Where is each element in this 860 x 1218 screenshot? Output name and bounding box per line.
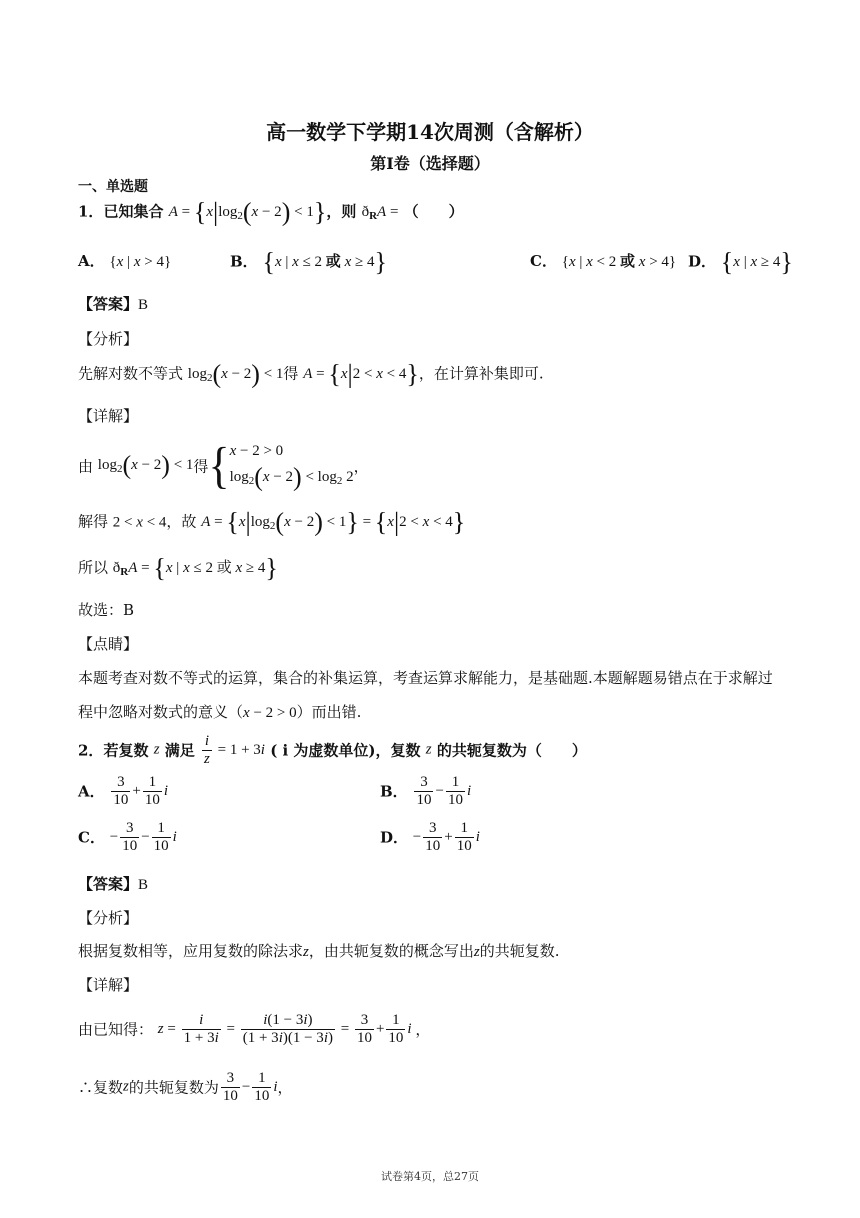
q1-stem: 1．已知集合 $A = \{x|\log_2(x - 2) < 1\}$，则 $ð_RA$ = （ ） xyxy=(78,198,464,227)
q1-option-a[interactable]: A． {x | x > 4} xyxy=(78,252,172,270)
q1-option-b[interactable]: B． {x | x ≤ 2 或 x ≥ 4} xyxy=(230,248,387,277)
q2-stem: 2．若复数 z 满足 $\frac{i}{z}$ = 1 + 3i ( i 为虚数单位)，复数 z 的共轭复数为（ ） xyxy=(78,733,587,768)
q2-analysis-text: 根据复数相等，应用复数的除法求z，由共轭复数的概念写出z的共轭复数. xyxy=(78,942,560,960)
q1-analysis-tag: 【分析】 xyxy=(78,330,139,348)
q2-option-a[interactable]: A． $\frac{3}{10}$ + $\frac{1}{10}$ i xyxy=(78,774,169,809)
q1-comment-line2: 程中忽略对数式的意义（x − 2 > 0）而出错. xyxy=(78,703,362,721)
q2-detail-line1: 由已知得： z = $\frac{i}{1 + 3i}$ = $\frac{i(1 - 3i)}{(1 + 3i)(1 - 3i)}$ = $\frac{3}{10}$ + $\frac{1}{10}$ i ， xyxy=(78,1012,431,1047)
section-label: 一、单选题 xyxy=(78,179,148,195)
q1-option-c[interactable]: C． {x | x < 2 或 x > 4} xyxy=(530,252,677,270)
q2-option-c[interactable]: C． − $\frac{3}{10}$ − $\frac{1}{10}$ i xyxy=(78,820,177,855)
q1-comment-tag: 【点睛】 xyxy=(78,635,139,653)
page-footer: 试卷第4页，总27页 xyxy=(381,1170,479,1183)
q1-option-d[interactable]: D． {x | x ≥ 4} xyxy=(688,248,793,277)
q2-option-b[interactable]: B． $\frac{3}{10}$ − $\frac{1}{10}$ i xyxy=(380,774,472,809)
q1-detail-line2: 解得 2 < x < 4，故 $A = \{x|\log_2(x - 2) < 1\} = \{x|2 < x < 4\}$ xyxy=(78,508,466,537)
page-subtitle: 第Ⅰ卷（选择题） xyxy=(370,154,490,173)
q2-option-d[interactable]: D． − $\frac{3}{10}$ + $\frac{1}{10}$ i xyxy=(380,820,480,855)
q1-analysis-text: 先解对数不等式 $\log_2(x - 2) < 1$得 A = {x|2 < x < 4}，在计算补集即可. xyxy=(78,360,544,389)
q2-answer: 【答案】B xyxy=(78,875,149,893)
q1-choose: 故选：B xyxy=(78,601,135,619)
q1-detail-line1: 由 $\log_2(x - 2) < 1$得{ x − 2 > 0 $\log_2(x - 2) < \log_2 2$ ， xyxy=(78,437,369,494)
page-title: 高一数学下学期14次周测（含解析） xyxy=(266,120,594,144)
q1-comment-line1: 本题考查对数不等式的运算，集合的补集运算，考查运算求解能力，是基础题.本题解题易错点在于求解过 xyxy=(78,669,773,687)
q1-answer: 【答案】B xyxy=(78,295,149,313)
q2-detail-tag: 【详解】 xyxy=(78,976,139,994)
q1-detail-tag: 【详解】 xyxy=(78,407,139,425)
q1-detail-line3: 所以 $ð_RA = \{x$ | x ≤ 2 或 x ≥ 4} xyxy=(78,554,278,583)
q2-detail-line2: ∴复数z的共轭复数为 $\frac{3}{10}$ − $\frac{1}{10}$ i， xyxy=(78,1070,293,1105)
q2-analysis-tag: 【分析】 xyxy=(78,909,139,927)
